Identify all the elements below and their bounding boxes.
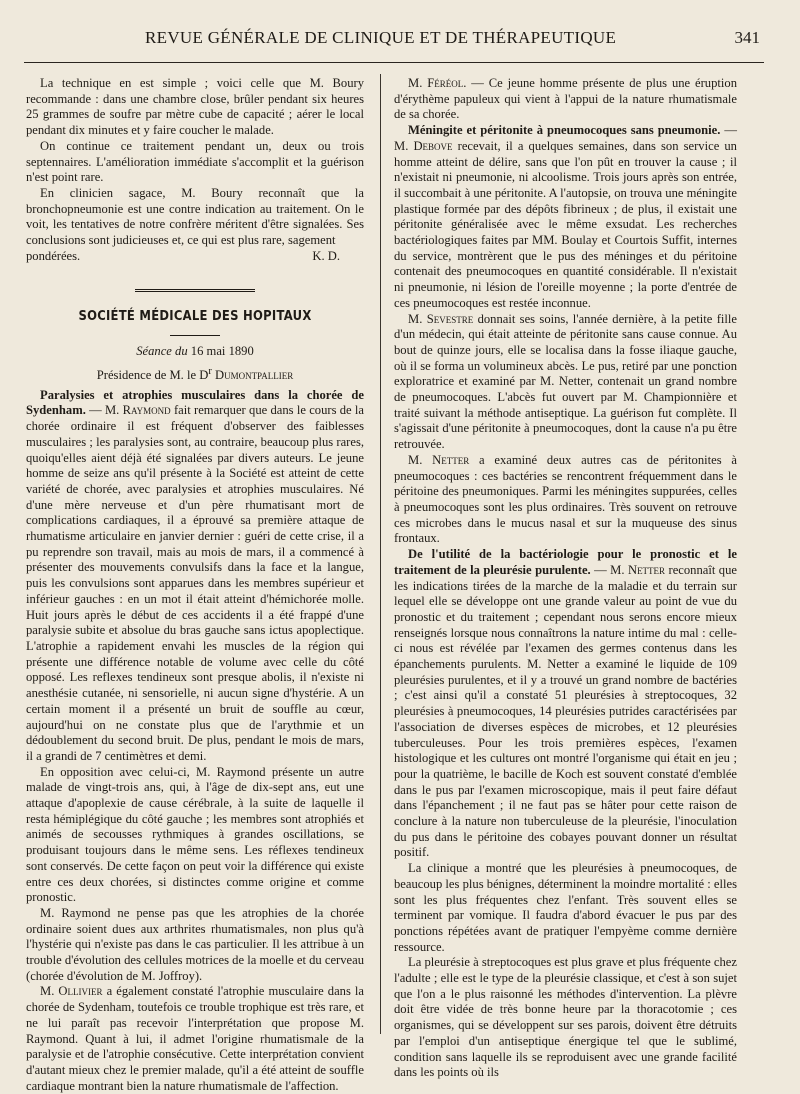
paragraph-text: a également constaté l'atrophie musculaire dans la chorée de Sydenham, toutefois ce trouble trophique est très rare, et ne lui paraît pas recevoir l'interprétation que propose M. Raymond. Quant à lui, il admet l'origine rhumatismale de la paralysie et de l'atrophie consécutive. Cette interprétation convient d'autant mieux chez le premier malade, qu'il a été atteint de souffle cardiaque montrant bien la nature rhumatismale de l'affection. [26,984,365,1093]
session-date: 16 mai 1890 [190,344,254,359]
paragraph [26,984,364,1094]
paragraph [394,76,737,123]
speaker-name: Raymond [122,403,171,418]
signature-line [26,249,364,265]
paragraph: On continue ce traitement pendant un, deux ou trois septennaires. L'amélioration immédiate s'accomplit et la guérison n'est point rare. [26,138,364,185]
communication-paragraph [394,123,737,311]
president-name: Dumontpallier [214,368,294,383]
session-prefix: Séance du [136,344,188,359]
right-column [394,76,737,1081]
prefix: M. [408,452,433,467]
section-ornament [135,289,255,295]
presidence-line [26,364,364,384]
paragraph-text: fait remarquer que dans le cours de la chorée ordinaire il est fréquent d'observer des faiblesses musculaires ; les paralysies sont, au contraire, beaucoup plus rares, quoiqu'elles aient déjà été signalées par divers auteurs. Le jeune homme de seize ans qu'il présente à la Société est atteint de cette variété de chorée, avec paralysies et atrophies musculaires. Né d'une mère nerveuse et d'un père rhumatisant mort de complications cardiaques, il a éprouvé sa première attaque de rhumatisme articulaire en janvier dernier : guéri de cette crise, il a pu reprendre son travail, mais au mois de mars, il a commencé à présenter des mouvements convulsifs dans la face et la langue, puis les convulsions sont apparues dans les membres supérieur et inférieur gauches : en un mot il était atteint d'hémichorée molle. Huit jours après le début de ces accidents il a été frappé d'une paralysie subite et absolue du bras gauche sans ictus apoplectique. L'atrophie a rapidement envahi les muscles de la région qui présente une différence notable de volume avec celle du côté opposé. Les reflexes tendineux sont presque abolis, il n'existe ni anesthésie cutanée, ni sensorielle, ni aucun signe d'hystérie. A un certain moment il a présenté un bruit de souffle au cœur, aujourd'hui on ne constate plus que de l'arythmie et un dédoublement du second bruit. De plus, pendant le mois de mars, il a grandi de 7 centimètres et demi. [26,403,364,763]
running-title: REVUE GÉNÉRALE DE CLINIQUE ET DE THÉRAPEUTIQUE [145,28,617,47]
paragraph [394,312,737,453]
separator: — M. [394,123,737,153]
speaker-name: Ollivier [58,984,103,999]
paragraph: En opposition avec celui-ci, M. Raymond présente un autre malade de vingt-trois ans, qui, à l'âge de dix-sept ans, eut une attaque d'apoplexie de cause cérébrale, à la suite de laquelle il resta hémiplégique du côté gauche ; les membres sont atrophiés et animés de secousses rythmiques à grandes oscillations, se produisant toujours dans le même sens. Les réflexes tendineux sont conservés. De cette façon on peut voir la différence qui existe entre ces deux chorées, si distinctes comme origine et comme pronostic. [26,764,364,905]
speaker-name: Debove [413,138,453,153]
communication-paragraph [26,388,364,765]
author-signature: K. D. [312,248,340,263]
left-column [26,76,364,1094]
presidence-prefix: Présidence de M. le D [96,368,209,383]
paragraph: La clinique a montré que les pleurésies à pneumocoques, de beaucoup les plus bénignes, déterminent la moindre mortalité : elles sont les plus fréquentes chez l'enfant. Très souvent elles se terminent par vomique. Il faudra d'abord évacuer le pus par des ponctions répétées avant de pratiquer l'empyème comme dernière ressource. [394,861,737,954]
separator: — M. [590,562,628,577]
paragraph: La pleurésie à streptocoques est plus grave et plus fréquente chez l'adulte ; elle est le type de la pleurésie classique, et c'est à son sujet que l'on a le plus raisonné les méthodes d'intervention. La plèvre doit être vidée de très bonne heure par la thoracotomie ; ces organismes, qui se développent sur ses parois, doivent être détruits par l'emploi d'un antiseptique énergique tel que le sublimé, condition sans laquelle ils se reproduisent avec une grande facilité dans les points où ils [394,955,737,1080]
title-rule [170,335,220,336]
paragraph-text: a examiné deux autres cas de péritonites à pneumocoques : ces bactéries se rencontrent fréquemment dans le péritoine des pneumoniques. Parmi les méningites suppurées, celles à pneumocoques sont les plus ordinaires. Très souvent on retrouve ces microbes dans le mucus nasal et sur la muqueuse des sinus frontaux. [394,452,738,546]
column-divider [380,74,381,1034]
communication-heading: Méningite et péritonite à pneumocoques sans pneumonie. [408,123,721,138]
paragraph-end: pondérées. [26,248,81,263]
prefix: M. [40,984,59,999]
separator: — M. [85,403,123,418]
speaker-name: Sevestre [426,311,474,326]
paragraph-text: . — Ce jeune homme présente de plus une éruption d'érythème papuleux qui vient à l'appui de la nature rhumatismale de sa chorée. [394,76,737,122]
communication-paragraph [394,547,737,861]
page-header [40,28,760,52]
prefix: M. [408,76,428,90]
paragraph: En clinicien sagace, M. Boury reconnaît que la bronchopneumonie est une contre indication au traitement. On le voit, les tentatives de notre confrère méritent d'être signalées. Ses conclusions sont judicieuses et, ce qui est plus rare, sagement [26,185,364,248]
communication-heading: De l'utilité de la bactériologie pour le pronostic et le traitement de la pleurésie purulente. [394,547,737,577]
paragraph-text: reconnaît que les indications tirées de la marche de la maladie et du terrain sur lequel elle se développe ont une grande valeur au point de vue du pronostic et du traitement ; cependant nous serons encore mieux renseignés lorsque nous connaîtrons la nature intime du mal : celle-ci nous est révélée par l'examen des germes contenus dans les épanchements purulents. M. Netter a examiné le liquide de 109 pleurésies purulentes, et il y a trouvé un grand nombre de bactéries ; c'est ainsi qu'il a constaté 51 pleurésies à streptocoques, 32 pleurésies à pneumocoques, 14 pleurésies putrides caractérisées par l'association de diverses espèces de microbes, et 12 pleurésies tuberculeuses. Pour les trois premières espèces, l'examen histologique et les cultures ont montré l'organisme qui était en jeu ; pour la quatrième, le bacille de Koch est souvent constaté d'emblée dans le pus par l'examen microscopique, mais il peut faire défaut dans l'épanchement ; il ne faut pas se hâter pour cette raison de conclure à la nature non tuberculeuse de la pleurésie, l'inoculation du pus dans le péritoine des cobayes pouvant donner un résultat positif. [394,562,737,860]
speaker-name: Netter [432,452,470,467]
paragraph: M. Raymond ne pense pas que les atrophies de la chorée ordinaire soient dues aux arthrites rhumatismales, non plus qu'à l'hystérie qui n'existe pas dans le cas particulier. Il les attribue à un trouble d'évolution des cellules motrices de la moelle et du cerveau (chorée d'évolution de M. Joffroy). [26,905,364,983]
header-rule [24,62,764,63]
speaker-name: Netter [627,562,666,577]
paragraph: La technique en est simple ; voici celle que M. Boury recommande : dans une chambre close, brûler pendant six heures 25 grammes de soufre par mètre cube de capacité ; aérer le local pendant dix minutes et y faire coucher le malade. [26,76,364,138]
communication-heading: Paralysies et atrophies musculaires dans la chorée de Sydenham. [26,387,364,418]
speaker-name: Féréol [427,76,464,90]
presidence-sup: r [208,365,212,377]
paragraph [394,453,737,547]
society-title: SOCIÉTÉ MÉDICALE DES HOPITAUX [78,308,312,325]
paragraph-text: recevait, il a quelques semaines, dans son service un homme atteint de délire, sans que l'on pût en trouver la cause ; il n'existait ni pneumonie, ni alcoolisme. Trois jours après son entrée, il succombait à une péritonite. A l'autopsie, on trouva une méningite plastique formée par des dépôts fibrineux ; de plus, il existait une péritonite généralisée avec le même exsudat. Les recherches bactériologiques faites par MM. Boulay et Courtois Suffit, internes du service, montrèrent que le pus des méninges et du péritoine contenait des pneumocoques en quantité considérable. Il n'existait ni pneumonie, ni lésion de l'oreille moyenne ; la porte d'entrée de ces pneumocoques est restée inconnue. [394,138,737,310]
page-number: 341 [734,28,760,47]
prefix: M. [408,311,427,326]
paragraph-text: donnait ses soins, l'année dernière, à la petite fille d'un médecin, qui était atteinte de péritonite sans cause connue. Au bout de quinze jours, elle se localisa dans la fosse iliaque gauche, où il se forma un volumineux abcès. Le pus, retiré par une ponction exploratrice et examiné par M. Netter, contenait un grand nombre de pneumocoques. L'abcès fut ouvert par M. Championnière et traité suivant la méthode antiseptique. La guérison fut complète. Il s'agissait d'une péritonite à pneumocoques, dont la cause n'a pu être retrouvée. [394,311,737,452]
session-date-line [26,344,364,360]
